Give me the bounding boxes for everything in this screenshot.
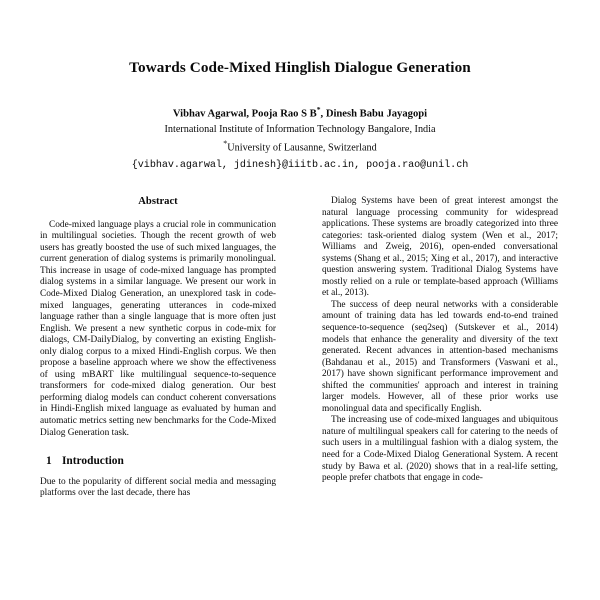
page-title: Towards Code-Mixed Hinglish Dialogue Generation <box>129 59 471 76</box>
right-paragraph-1: Dialog Systems have been of great interest amongst the natural language processing community for widespread applications. These systems are broadly categorized into three categories: task-oriented dialog system (Wen et al., 2017; Williams and Zweig, 2016), open-ended conversational systems (Shang et al., 2015; Xing et al., 2017), and interactive question answering system. Traditional Dialog Systems have mostly relied on a rule or template-based approach (Williams et al., 2013). <box>322 196 558 299</box>
paper-header <box>0 0 600 174</box>
author-names-secondary: , Dinesh Babu Jayagopi <box>320 108 428 120</box>
affiliation-primary <box>0 123 600 137</box>
author-affiliation-marker: * <box>316 105 321 114</box>
author-names-primary: Vibhav Agarwal, Pooja Rao S B <box>172 108 317 120</box>
section-number: 1 <box>46 455 52 468</box>
column-right <box>322 196 558 600</box>
author-list <box>0 105 600 122</box>
abstract-paragraph: Code-mixed language plays a crucial role in communication in multilingual societies. Though the recent growth of web users has greatly boosted the use of such mixed languages, the current generation of dialog systems is primarily monolingual. This increase in usage of code-mixed language has prompted dialog systems in a similar language. We present our work in Code-Mixed Dialog Generation, an unexplored task in code-mixed languages, generating utterances in code-mixed language rather than a single language that is more often just English. We present a new synthetic corpus in code-mix for dialogs, CM-DailyDialog, by converting an existing English-only dialog corpus to a mixed Hindi-English corpus. We then propose a baseline approach where we show the effectiveness of using mBART like multilingual sequence-to-sequence transformers for code-mixed dialog generation. Our best performing dialog models can conduct coherent conversations in Hindi-English mixed language as evaluated by human and automatic metrics setting new benchmarks for the Code-Mixed Dialog Generation task. <box>40 219 276 438</box>
column-left <box>40 196 276 600</box>
right-paragraph-2: The success of deep neural networks with a considerable amount of training data has led towards end-to-end trained sequence-to-sequence (seq2seq) (Sutskever et al., 2014) models that enhance the generality and diversity of the text generated. Recent advances in attention-based mechanisms (Bahdanau et al., 2015) and Transformers (Vaswani et al., 2017) have shown significant performance improvement and shifted the communities' approach and interest in training larger models. However, all of these prior works use monolingual data and specifically English. <box>322 299 558 414</box>
affiliation-primary-text: International Institute of Information Technology Bangalore, India <box>164 123 436 135</box>
affiliation-secondary <box>0 138 600 155</box>
section-title: Introduction <box>62 455 124 468</box>
section-heading-introduction <box>40 455 276 469</box>
abstract-heading: Abstract <box>138 196 178 207</box>
introduction-paragraph: Due to the popularity of different social media and messaging platforms over the last decade, there has <box>40 476 276 499</box>
affiliation-secondary-marker: * <box>223 138 228 148</box>
author-emails: {vibhav.agarwal, jdinesh}@iiitb.ac.in, pooja.rao@unil.ch <box>131 160 469 172</box>
body-columns <box>0 196 600 600</box>
affiliation-secondary-text: University of Lausanne, Switzerland <box>227 142 377 154</box>
right-paragraph-3: The increasing use of code-mixed languages and ubiquitous nature of multilingual speakers call for catering to the needs of such users in a multilingual fashion with a dialog system, the need for a Code-Mixed Dialog Generational System. A recent study by Bawa et al. (2020) shows that in a real-life setting, people prefer chatbots that engage in code- <box>322 415 558 484</box>
